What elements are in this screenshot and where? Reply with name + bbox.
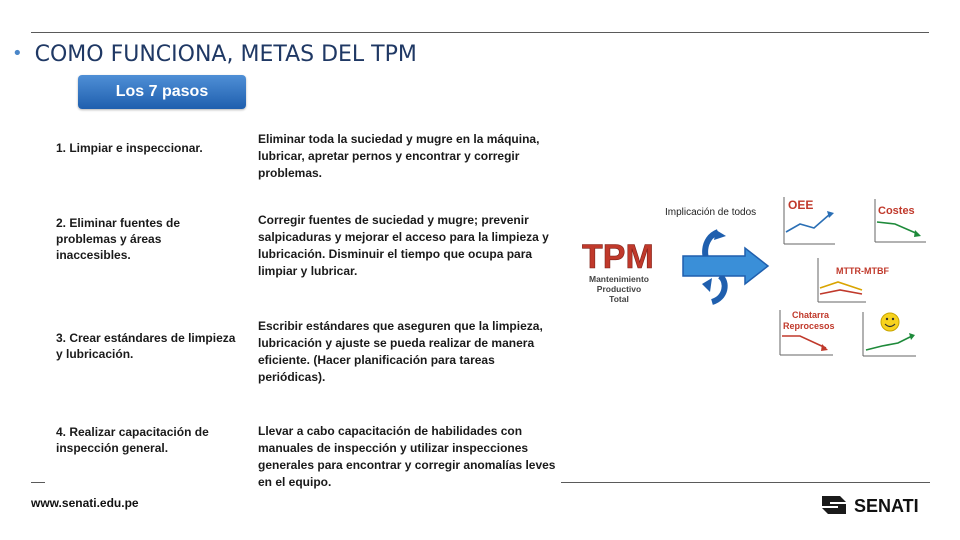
step-3-desc: Escribir estándares que aseguren que la limpieza, lubricación y ajuste se pueda realizar de manera eficiente. (Hacer planificación para tareas periódicas). [258, 319, 543, 384]
top-rule [31, 32, 929, 33]
slide-title [12, 42, 417, 67]
chatarra-label-2: Reprocesos [783, 321, 835, 331]
costes-label: Costes [878, 205, 915, 217]
step-3-name: 3. Crear estándares de limpieza y lubricación. [56, 331, 236, 361]
step-1-desc: Eliminar toda la suciedad y mugre en la máquina, lubricar, apretar pernos y encontrar y corregir problemas. [258, 132, 540, 180]
step-2-name: 2. Eliminar fuentes de problemas y áreas inaccesibles. [56, 216, 181, 262]
bottom-rule-left [31, 482, 45, 483]
step-4-desc: Llevar a cabo capacitación de habilidades con manuales de inspección y utilizar inspecciones generales para encontrar y corregir anomalías leves en el equipo. [258, 424, 556, 489]
mttr-chart-icon [818, 258, 866, 302]
step-4-name: 4. Realizar capacitación de inspección general. [56, 425, 209, 455]
steps-badge: Los 7 pasos resumidos [78, 75, 246, 109]
smiley-icon [881, 313, 899, 331]
senati-s-icon [822, 496, 846, 514]
implication-label: Implicación de todos [665, 207, 757, 218]
tpm-diagram [575, 185, 935, 375]
mttr-label: MTTR-MTBF [836, 266, 889, 276]
tpm-sub-1: Mantenimiento [589, 274, 649, 284]
step-2-desc: Corregir fuentes de suciedad y mugre; prevenir salpicaduras y mejorar el acceso para la limpieza y lubricación. Disminuir el tiempo que ocupa para limpiar y lubricar. [258, 213, 549, 278]
senati-logo-text: SENATI [854, 496, 919, 516]
tpm-sub-2: Productivo [596, 284, 642, 294]
step-1-name: 1. Limpiar e inspeccionar. [56, 141, 203, 155]
chatarra-label-1: Chatarra [792, 310, 830, 320]
footer-url: www.senati.edu.pe [31, 496, 139, 510]
bottom-rule-right [561, 482, 930, 483]
tpm-sub-3: Total [609, 294, 629, 304]
oee-label: OEE [788, 198, 814, 212]
slide-title-text: COMO FUNCIONA, METAS DEL TPM [34, 42, 417, 67]
senati-logo [818, 490, 932, 520]
bullet-icon: • [12, 43, 23, 64]
tpm-logo-text: TPM [582, 238, 654, 276]
